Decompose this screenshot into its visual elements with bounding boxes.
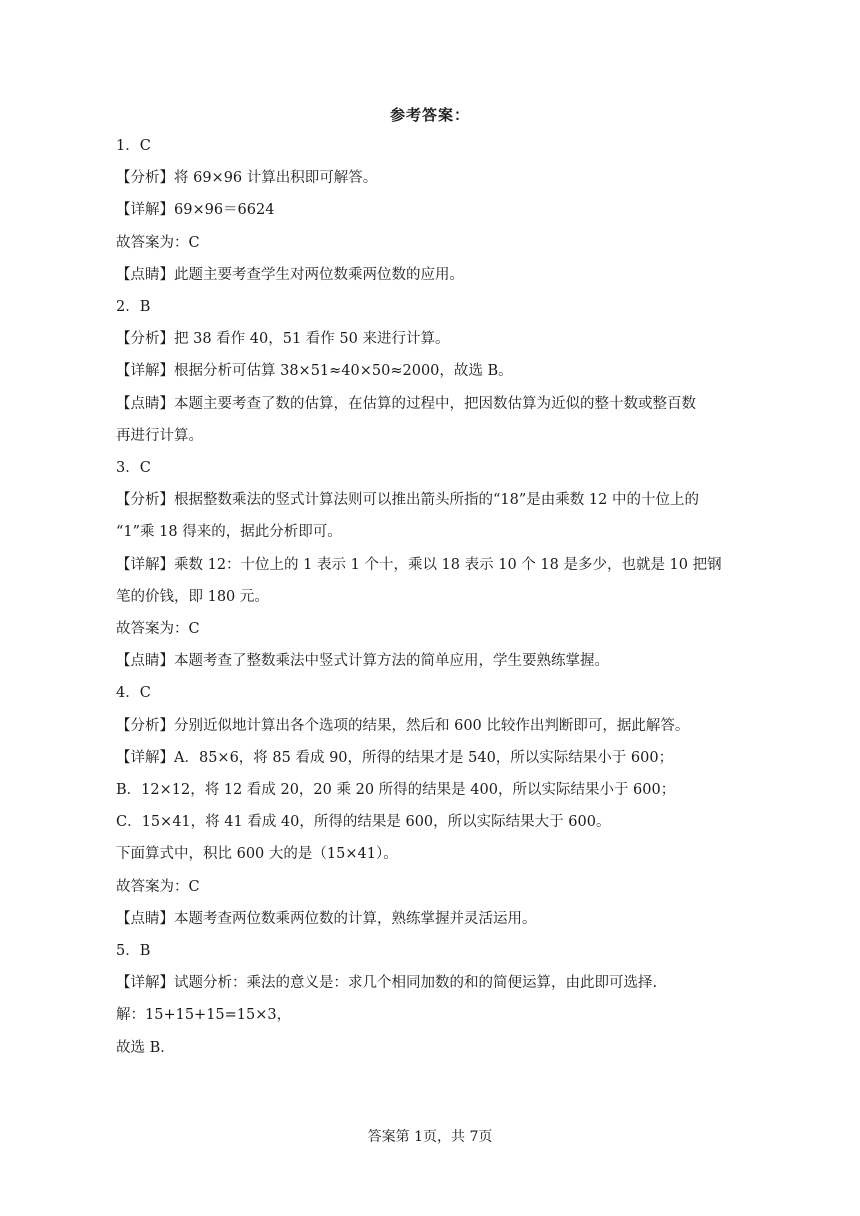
answer-line: 【分析】根据整数乘法的竖式计算法则可以推出箭头所指的“18”是由乘数 12 中的十位上的	[116, 492, 699, 509]
answer-line: 故答案为：C	[116, 621, 200, 638]
answer-line: 【点睛】本题考查两位数乘两位数的计算，熟练掌握并灵活运用。	[116, 910, 537, 927]
answer-line: 【详解】试题分析：乘法的意义是：求几个相同加数的和的简便运算，由此即可选择.	[116, 975, 658, 992]
answer-line: 5．B	[116, 943, 151, 960]
answer-line: 再进行计算。	[116, 427, 203, 444]
answer-content	[116, 130, 746, 1064]
answer-line: 【点睛】本题主要考查了数的估算，在估算的过程中，把因数估算为近似的整十数或整百数	[116, 395, 696, 412]
page-footer: 答案第 1页，共 7页	[367, 1129, 493, 1145]
answer-line: 3．C	[116, 460, 151, 477]
answer-line: 解：15+15+15=15×3，	[116, 1007, 292, 1024]
answer-line: 【分析】分别近似地计算出各个选项的结果，然后和 600 比较作出判断即可，据此解答。	[116, 717, 690, 734]
answer-line: 4．C	[116, 685, 151, 702]
answer-line: 【点睛】本题考查了整数乘法中竖式计算方法的简单应用，学生要熟练掌握。	[116, 653, 609, 670]
answer-line: 故选 B．	[116, 1039, 175, 1056]
answer-line: 【详解】乘数 12：十位上的 1 表示 1 个十，乘以 18 表示 10 个 18 是多少，也就是 10 把钢	[116, 556, 722, 573]
answer-line: 故答案为：C	[116, 234, 200, 251]
answer-line: 笔的价钱，即 180 元。	[116, 588, 269, 605]
answer-line: 2．B	[116, 299, 151, 316]
page-title: 参考答案：	[389, 106, 470, 124]
answer-line: C．15×41，将 41 看成 40，所得的结果是 600，所以实际结果大于 600。	[116, 814, 611, 831]
answer-line: 1．C	[116, 138, 151, 154]
answer-line: 【详解】根据分析可估算 38×51≈40×50≈2000，故选 B。	[116, 363, 513, 380]
answer-line: 【分析】将 69×96 计算出积即可解答。	[116, 170, 378, 187]
answer-line: B．12×12，将 12 看成 20，20 乘 20 所得的结果是 400，所以实际结果小于 600；	[116, 782, 676, 799]
answer-line: 下面算式中，积比 600 大的是（15×41）。	[116, 846, 398, 863]
answer-line: 故答案为：C	[116, 878, 200, 895]
answer-line: 【点睛】此题主要考查学生对两位数乘两位数的应用。	[116, 266, 464, 283]
answer-line: 【分析】把 38 看作 40，51 看作 50 来进行计算。	[116, 331, 450, 348]
answer-line: 【详解】A．85×6，将 85 看成 90，所得的结果才是 540，所以实际结果小于 600；	[116, 749, 674, 766]
answer-line: “1”乘 18 得来的，据此分析即可。	[116, 524, 342, 541]
answer-line: 【详解】69×96＝6624	[116, 202, 275, 219]
